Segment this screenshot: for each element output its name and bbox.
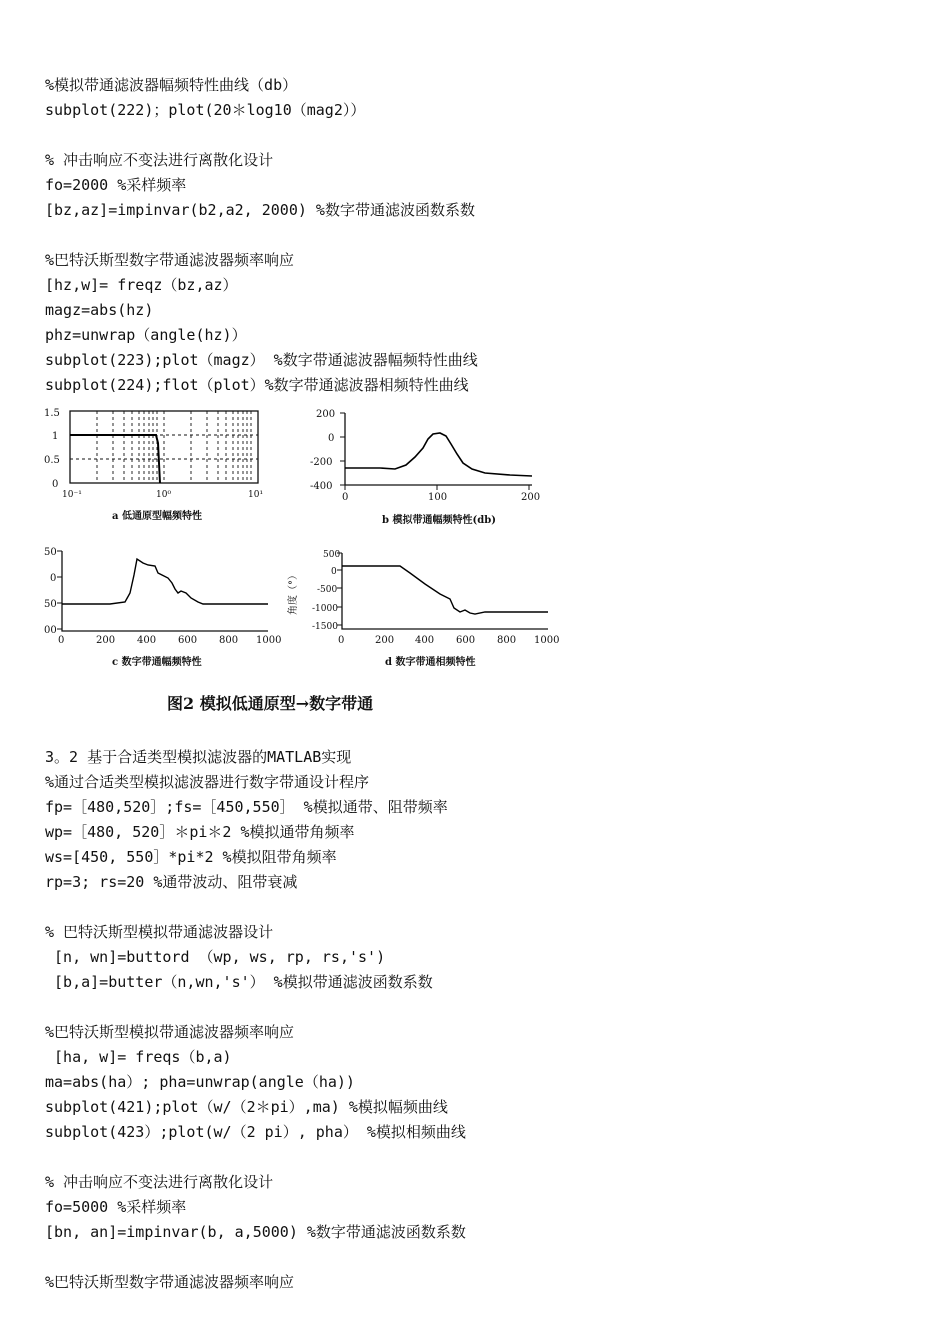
code-line: %巴特沃斯型数字带通滤波器频率响应	[45, 251, 295, 269]
code-line: subplot(224);flot（plot）%数字带通滤波器相频特性曲线	[45, 376, 469, 394]
panel-d-xtick: 400	[415, 635, 435, 646]
panel-b-curve	[345, 433, 532, 476]
panel-c-ytick: 50	[44, 547, 57, 558]
section-heading: 3。2 基于合适类型模拟滤波器的MATLAB实现	[45, 748, 352, 766]
blank-line	[45, 995, 925, 1020]
panel-c-xtick: 0	[58, 635, 65, 646]
code-line: rp=3; rs=20 %通带波动、阻带衰减	[45, 873, 298, 891]
figure-plots	[40, 403, 580, 723]
panel-c-xtick: 1000	[256, 635, 282, 646]
panel-d-ticks	[337, 553, 342, 625]
code-line: subplot(423）;plot(w/（2 pi）, pha） %模拟相频曲线	[45, 1123, 466, 1141]
panel-d-ytick: 0	[331, 567, 337, 577]
code-line: fp=［480,520］;fs=［450,550］ %模拟通带、阻带频率	[45, 798, 448, 816]
blank-line	[45, 1245, 925, 1270]
blank-line	[45, 223, 925, 248]
code-block-1	[45, 73, 925, 398]
panel-a-grid	[70, 411, 258, 483]
blank-line	[45, 123, 925, 148]
code-line: subplot(421);plot（w/（2＊pi）,ma) %模拟幅频曲线	[45, 1098, 448, 1116]
code-line: magz=abs(hz)	[45, 301, 154, 319]
panel-d-axes	[342, 553, 548, 629]
panel-a-xtick: 10¹	[248, 490, 264, 500]
figure-caption: 图2 模拟低通原型→数字带通	[167, 694, 374, 713]
panel-d-ytick: -1000	[312, 604, 338, 614]
panel-d	[286, 550, 559, 668]
panel-c-xtick: 800	[219, 635, 239, 646]
panel-b-ytick: 0	[328, 433, 335, 444]
code-line: %通过合适类型模拟滤波器进行数字带通设计程序	[45, 773, 370, 791]
code-line: [n, wn]=buttord （wp, ws, rp, rs,'s')	[45, 948, 386, 966]
code-line: % 冲击响应不变法进行离散化设计	[45, 1173, 274, 1191]
panel-d-xtick: 1000	[534, 635, 560, 646]
code-line: %巴特沃斯型模拟带通滤波器频率响应	[45, 1023, 295, 1041]
panel-c-label: c 数字带通幅频特性	[112, 657, 202, 668]
panel-c-ytick: 00	[44, 625, 57, 636]
panel-d-xtick: 0	[338, 635, 345, 646]
panel-a-ytick: 0.5	[44, 455, 60, 466]
code-line: subplot(223);plot（magz） %数字带通滤波器幅频特性曲线	[45, 351, 478, 369]
panel-a-ytick: 0	[52, 479, 59, 490]
code-line: [hz,w]= freqz（bz,az）	[45, 276, 238, 294]
code-line: %巴特沃斯型数字带通滤波器频率响应	[45, 1273, 295, 1291]
code-line: [bz,az]=impinvar(b2,a2, 2000) %数字带通滤波函数系数	[45, 201, 475, 219]
panel-c-xtick: 400	[137, 635, 157, 646]
panel-d-xtick: 200	[375, 635, 395, 646]
code-line: ws=[450, 550］*pi*2 %模拟阻带角频率	[45, 848, 337, 866]
panel-c	[44, 547, 281, 668]
code-line: [bn, an]=impinvar(b, a,5000) %数字带通滤波函数系数	[45, 1223, 466, 1241]
panel-b-xtick: 0	[342, 492, 349, 503]
panel-d-xtick: 600	[456, 635, 476, 646]
figure-2	[40, 403, 580, 723]
panel-d-ytick: -1500	[312, 622, 338, 632]
panel-c-ytick: 50	[44, 599, 57, 610]
code-line: wp=［480, 520］＊pi＊2 %模拟通带角频率	[45, 823, 355, 841]
panel-a-xtick: 10⁻¹	[62, 490, 82, 500]
code-line: fo=5000 %采样频率	[45, 1198, 187, 1216]
panel-c-xtick: 200	[96, 635, 116, 646]
panel-d-ytick: -500	[317, 585, 338, 595]
panel-a-xtick: 10⁰	[156, 490, 172, 500]
panel-b-label: b 模拟带通幅频特性(db)	[382, 515, 496, 526]
panel-d-label: d 数字带通相频特性	[385, 657, 476, 668]
code-line: subplot(222)；plot(20＊log10（mag2））	[45, 101, 366, 119]
panel-b-ytick: -400	[310, 481, 333, 492]
code-block-2	[45, 745, 925, 1295]
panel-a-label: a 低通原型幅频特性	[112, 511, 202, 522]
blank-line	[45, 895, 925, 920]
panel-b-xtick: 200	[521, 492, 541, 503]
panel-c-axes	[62, 551, 268, 631]
panel-b-ticks	[340, 413, 529, 490]
panel-d-ylabel: 角度（°）	[288, 570, 299, 615]
code-line: fo=2000 %采样频率	[45, 176, 187, 194]
code-line: ma=abs(ha）; pha=unwrap(angle（ha))	[45, 1073, 355, 1091]
panel-b-ytick: -200	[310, 457, 333, 468]
code-line: [ha, w]= freqs（b,a)	[45, 1048, 232, 1066]
panel-d-curve	[342, 566, 548, 614]
blank-line	[45, 1145, 925, 1170]
panel-b-xtick: 100	[428, 492, 448, 503]
panel-c-curve	[62, 559, 268, 604]
panel-a	[44, 408, 263, 522]
code-line: [b,a]=butter（n,wn,'s'） %模拟带通滤波函数系数	[45, 973, 433, 991]
panel-b-ytick: 200	[316, 409, 336, 420]
panel-d-ytick: 500	[323, 550, 341, 560]
panel-a-ytick: 1.5	[44, 408, 60, 419]
panel-c-ticks	[57, 551, 62, 629]
code-line: phz=unwrap（angle(hz)）	[45, 326, 247, 344]
code-line: % 冲击响应不变法进行离散化设计	[45, 151, 274, 169]
panel-a-ytick: 1	[52, 431, 59, 442]
panel-d-xtick: 800	[497, 635, 517, 646]
panel-c-ytick: 0	[50, 573, 57, 584]
code-line: %模拟带通滤波器幅频特性曲线（db）	[45, 76, 298, 94]
code-line: % 巴特沃斯型模拟带通滤波器设计	[45, 923, 274, 941]
panel-c-xtick: 600	[178, 635, 198, 646]
panel-b	[310, 409, 540, 526]
